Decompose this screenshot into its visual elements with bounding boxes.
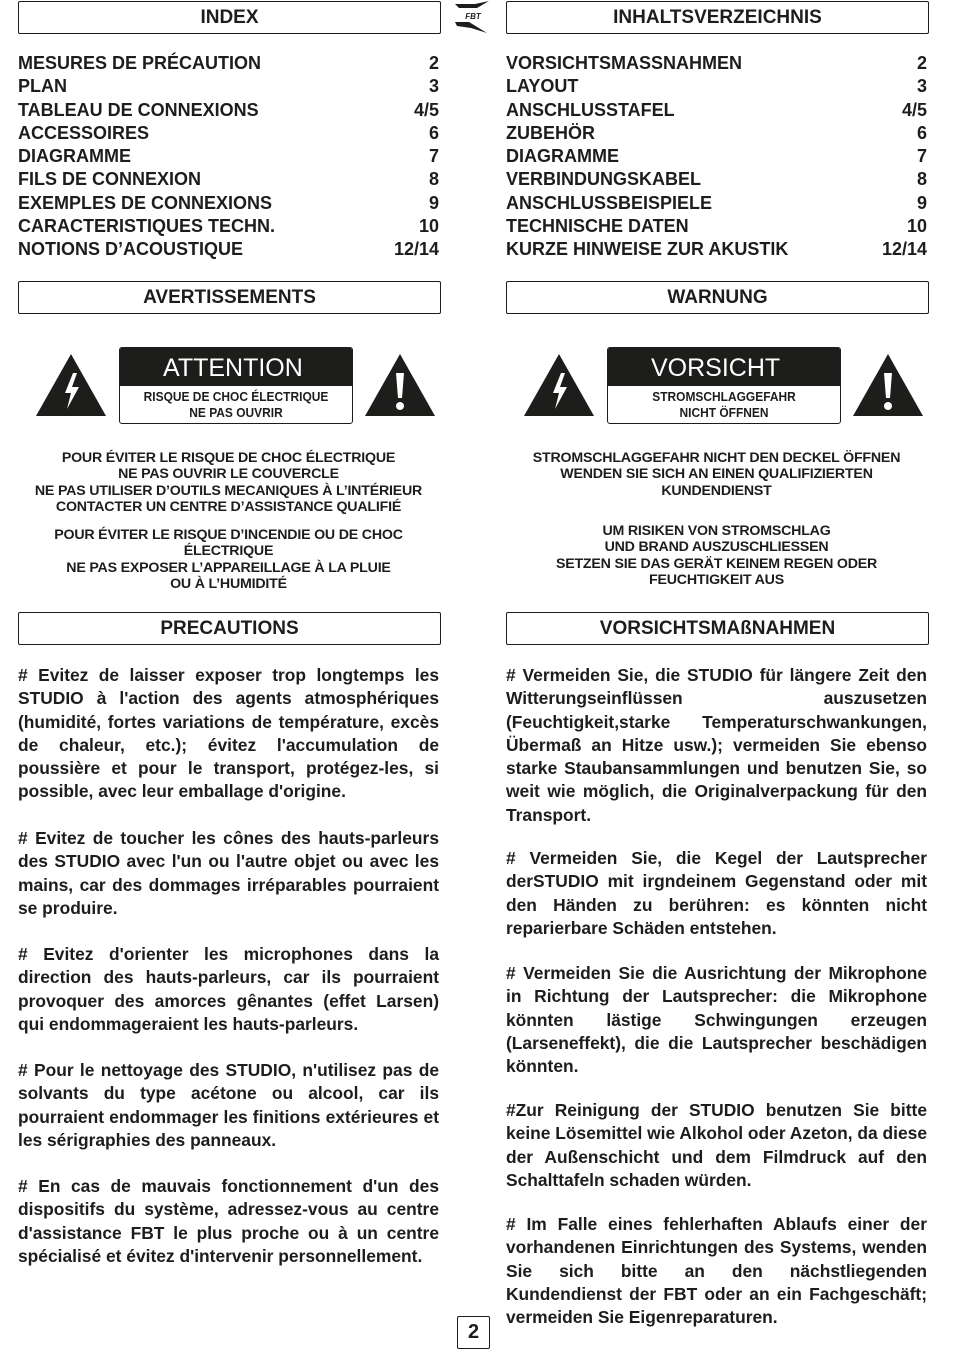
precaution-paragraph: # Evitez de laisser exposer trop longtemps les STUDIO à l'action des agents atmosphériques (humidité, fortes variations de température, excès de chaleur, etc.); évitez l'accumulation de poussière et pour le transport, protégez-les, si possible, avec leur emballage d'origine. — [18, 665, 439, 802]
toc-row: CARACTERISTIQUES TECHN. 10 — [18, 216, 439, 237]
precaution-paragraph: # Evitez d'orienter les microphones dans la direction des hauts-parleurs, car ils pourraient provoquer des amorces gênantes (effet Larsen) qui endommageraient les hauts-parleurs. — [18, 944, 439, 1034]
toc-row: MESURES DE PRÉCAUTION 2 — [18, 53, 439, 73]
precaution-paragraph: # Im Falle eines fehlerhaften Ablaufs einer der vorhandenen Einrichtungen des Systems, wenden Sie sich bitte an den nächstliegenden Kundendienst der FBT oder an ein Fachgeschäft; vermeiden Sie Eigenreparaturen. — [506, 1214, 927, 1328]
fbt-logo — [449, 0, 497, 34]
exclamation-warning-icon — [852, 353, 924, 417]
attention-label — [607, 347, 841, 424]
toc-row: ZUBEHÖR 6 — [506, 122, 927, 143]
logo-text: FBT — [465, 12, 481, 21]
toc-row: TABLEAU DE CONNEXIONS 4/5 — [18, 99, 439, 120]
precaution-paragraph: # Pour le nettoyage des STUDIO, n'utilisez pas de solvants du type acétone ou alcool, car ils pourraient endommager les finitions extérieures et les sérigraphies des panneaux. — [18, 1060, 439, 1150]
precaution-paragraph: # Vermeiden Sie die Ausrichtung der Mikrophone in Richtung der Lautsprecher: die Mikrophone könnten lästige Schwingungen erzeugen (Larseneffekt), die die Lautsprecher beschädigen könnten. — [506, 963, 927, 1077]
toc-row: ANSCHLUSSBEISPIELE 9 — [506, 192, 927, 213]
toc-row: TECHNISCHE DATEN 10 — [506, 216, 927, 237]
index-heading: INHALTSVERZEICHNIS — [506, 1, 929, 34]
warning-text-1: STROMSCHLAGGEFAHR NICHT DEN DECKEL ÖFFNEN WENDEN SIE SICH AN EINEN QUALIFIZIERTEN KUNDENDIENST — [532, 450, 901, 499]
toc-row: EXEMPLES DE CONNEXIONS 9 — [18, 192, 439, 213]
page-number: 2 — [457, 1316, 490, 1349]
toc-row: DIAGRAMME 7 — [506, 146, 927, 167]
precautions-heading: PRECAUTIONS — [18, 612, 441, 645]
toc-row: NOTIONS D’ACOUSTIQUE 12/14 — [18, 239, 439, 260]
attention-label-title: VORSICHT — [608, 348, 840, 386]
warning-label-row — [18, 347, 439, 422]
precaution-paragraph: # Evitez de toucher les cônes des hauts-parleurs des STUDIO avec l'un ou l'autre objet ou avec les mains, car des dommages irréparables pourraient se produire. — [18, 828, 439, 918]
warnings-heading: AVERTISSEMENTS — [18, 281, 441, 314]
attention-label-text: RISQUE DE CHOC ÉLECTRIQUE NE PAS OUVRIR — [143, 389, 329, 420]
warnings-heading: WARNUNG — [506, 281, 929, 314]
toc-row: ANSCHLUSSTAFEL 4/5 — [506, 99, 927, 120]
exclamation-warning-icon — [364, 353, 436, 417]
precaution-paragraph: #Zur Reinigung der STUDIO benutzen Sie bitte keine Lösemittel wie Alkohol oder Azeton, da diese der Außenschicht und dem Filmdruck auf den Schalttafeln schaden würden. — [506, 1100, 928, 1190]
precautions-heading: VORSICHTSMAßNAHMEN — [506, 612, 929, 645]
attention-label — [119, 347, 353, 424]
table-of-contents — [18, 52, 439, 262]
toc-row: PLAN 3 — [18, 76, 439, 97]
index-heading: INDEX — [18, 1, 441, 34]
precaution-paragraph: # Vermeiden Sie, die Kegel der Lautsprecher derSTUDIO mit irgndeinem Gegenstand oder mit den Händen zu berühren: es könnten nicht reparierbare Schäden entstehen. — [506, 848, 927, 938]
toc-row: KURZE HINWEISE ZUR AKUSTIK 12/14 — [506, 239, 927, 260]
toc-row: LAYOUT 3 — [506, 76, 927, 97]
warning-label-row — [506, 347, 927, 422]
warning-text-1: POUR ÉVITER LE RISQUE DE CHOC ÉLECTRIQUE NE PAS OUVRIR LE COUVERCLE NE PAS UTILISER D’OUTILS MECANIQUES À L’INTÉRIEUR CONTACTER UN CENTRE D’ASSISTANCE QUALIFIÉ — [34, 450, 423, 516]
precaution-paragraph: # Vermeiden Sie, die STUDIO für längere Zeit den Witterungseinflüssen auszusetzen (Feuchtigkeit,starke Temperaturschwankungen, Übermaß an Hitze usw.); vermeiden Sie ebenso starke Staubansammlungen und benutzen Sie, so weit wie möglich, die Originalverpackung für den Transport. — [506, 665, 927, 825]
toc-row: VERBINDUNGSKABEL 8 — [506, 169, 927, 190]
warning-text-2: UM RISIKEN VON STROMSCHLAG UND BRAND AUSZUSCHLIESSEN SETZEN SIE DAS GERÄT KEINEM REGEN ODER FEUCHTIGKEIT AUS — [555, 523, 878, 589]
table-of-contents — [506, 52, 927, 262]
toc-row: VORSICHTSMASSNAHMEN 2 — [506, 53, 927, 73]
toc-row: FILS DE CONNEXION 8 — [18, 169, 439, 190]
warning-text-2: POUR ÉVITER LE RISQUE D’INCENDIE OU DE CHOC ÉLECTRIQUE NE PAS EXPOSER L’APPAREILLAGE À LA PLUIE OU À L’HUMIDITÉ — [54, 527, 403, 593]
electric-shock-warning-icon — [523, 353, 595, 417]
toc-row: ACCESSOIRES 6 — [18, 122, 439, 143]
toc-row: DIAGRAMME 7 — [18, 146, 439, 167]
attention-label-text: STROMSCHLAGGEFAHR NICHT ÖFFNEN — [652, 389, 796, 420]
electric-shock-warning-icon — [35, 353, 107, 417]
precaution-paragraph: # En cas de mauvais fonctionnement d'un des dispositifs du système, adressez-vous au centre d'assistance FBT le plus proche ou à un centre spécialisé et évitez d'intervenir personnellement. — [18, 1176, 439, 1266]
attention-label-title: ATTENTION — [120, 348, 352, 386]
